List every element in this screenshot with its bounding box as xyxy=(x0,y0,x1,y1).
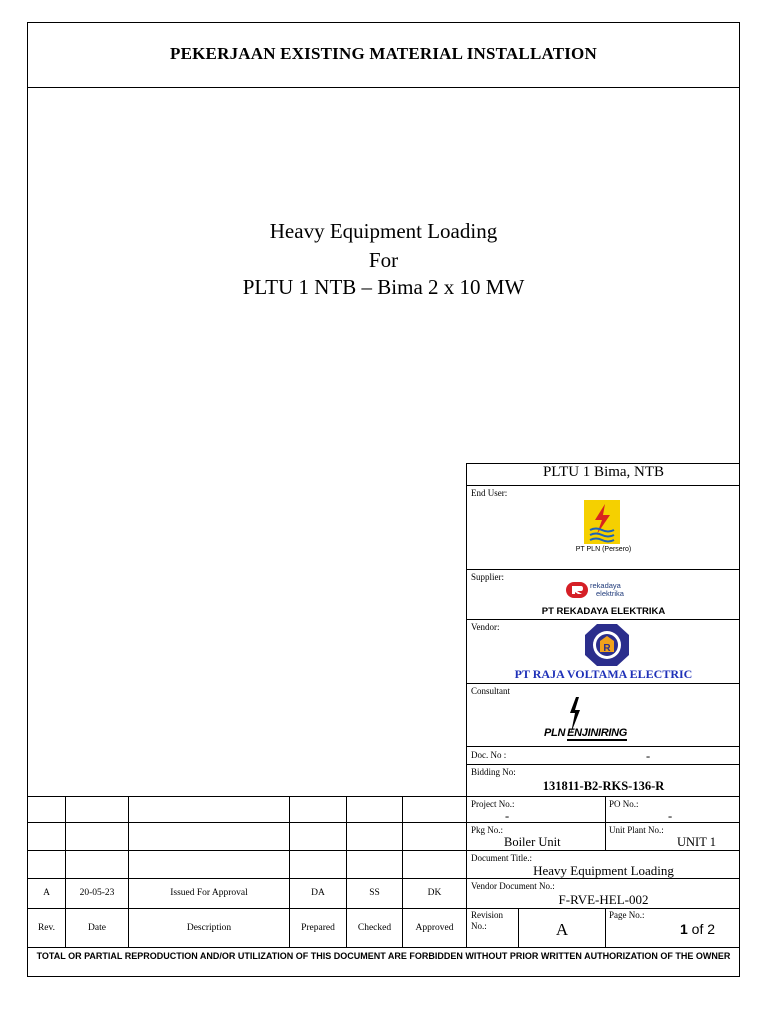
po-no-value: - xyxy=(668,809,673,823)
supplier-logo-line1: rekadaya xyxy=(590,581,621,590)
page-no-label: Page No.: xyxy=(609,910,645,920)
pkg-no-value: Boiler Unit xyxy=(504,835,561,849)
vendor-logo-letter: R xyxy=(603,643,611,654)
prepared-header: Prepared xyxy=(301,923,335,933)
row-divider xyxy=(466,569,740,570)
vendor-name: PT RAJA VOLTAMA ELECTRIC xyxy=(514,667,693,681)
row-divider xyxy=(466,683,740,684)
main-title-line3: PLTU 1 NTB – Bima 2 x 10 MW xyxy=(242,275,525,299)
col-divider xyxy=(605,908,606,947)
vendor-document-label: Vendor Document No.: xyxy=(471,881,555,891)
bidding-no-label: Bidding No: xyxy=(471,767,516,777)
footer-divider xyxy=(27,947,740,948)
date-header: Date xyxy=(88,923,106,933)
main-title-line2: For xyxy=(368,248,399,272)
rev-row-approved: DK xyxy=(427,888,442,898)
end-user-label: End User: xyxy=(471,488,508,498)
footer-notice: TOTAL OR PARTIAL REPRODUCTION AND/OR UTILIZATION OF THIS DOCUMENT ARE FORBIDDEN WITHOUT PRIOR WRITTEN AUTHORIZATION OF THE OWNER xyxy=(36,951,731,961)
col-divider xyxy=(605,796,606,850)
unit-plant-value: UNIT 1 xyxy=(677,835,717,849)
revision-value: A xyxy=(555,920,569,939)
po-no-label: PO No.: xyxy=(609,799,639,809)
consultant-logo-enjiniring: ENJINIRING xyxy=(567,727,628,739)
rev-row-description: Issued For Approval xyxy=(170,888,248,898)
project-no-value: - xyxy=(505,809,510,823)
document-title-value: Heavy Equipment Loading xyxy=(533,863,674,878)
main-title-line1: Heavy Equipment Loading xyxy=(269,219,498,243)
document-title-label: Document Title.: xyxy=(471,853,533,863)
row-divider xyxy=(27,796,740,797)
rev-header: Rev. xyxy=(37,923,56,933)
checked-header: Checked xyxy=(357,923,392,933)
header-divider xyxy=(27,87,740,88)
supplier-logo-line2: elektrika xyxy=(596,589,624,598)
row-divider xyxy=(27,850,740,851)
pln-logo-icon xyxy=(584,500,620,544)
revision-label-line1: Revision xyxy=(471,910,504,920)
row-divider xyxy=(466,878,740,879)
project-name: PLTU 1 Bima, NTB xyxy=(542,464,665,480)
row-divider xyxy=(27,908,740,909)
revision-label-line2: No.: xyxy=(471,921,487,931)
page-current: 1 xyxy=(680,921,688,937)
rekadaya-logo-icon xyxy=(566,582,588,598)
row-divider xyxy=(27,878,466,879)
supplier-name: PT REKADAYA ELEKTRIKA xyxy=(541,606,666,617)
page-of: of xyxy=(687,921,708,937)
revision-label xyxy=(471,910,503,932)
supplier-label: Supplier: xyxy=(471,572,504,582)
pkg-no-label: Pkg No.: xyxy=(471,825,504,835)
consultant-label: Consultant xyxy=(471,686,511,696)
rev-row-prepared: DA xyxy=(311,888,325,898)
row-divider xyxy=(466,619,740,620)
row-divider xyxy=(466,485,740,486)
header-title: PEKERJAAN EXISTING MATERIAL INSTALLATION xyxy=(170,44,597,63)
rev-row-checked: SS xyxy=(369,888,380,898)
unit-plant-label: Unit Plant No.: xyxy=(609,825,664,835)
bidding-no-value: 131811-B2-RKS-136-R xyxy=(542,779,665,793)
consultant-logo-text xyxy=(544,727,627,739)
row-divider xyxy=(466,764,740,765)
vendor-document-value: F-RVE-HEL-002 xyxy=(558,892,649,907)
supplier-logo-text xyxy=(590,582,624,598)
raja-voltama-logo-icon xyxy=(584,623,630,667)
end-user-name: PT PLN (Persero) xyxy=(575,546,632,553)
description-header: Description xyxy=(186,923,232,933)
vendor-label: Vendor: xyxy=(471,622,500,632)
row-divider xyxy=(27,822,740,823)
rev-row-rev: A xyxy=(43,888,50,898)
doc-no-value: - xyxy=(646,749,651,763)
rev-row-date: 20-05-23 xyxy=(79,888,115,898)
consultant-logo-pln: PLN xyxy=(544,727,566,739)
row-divider xyxy=(466,746,740,747)
page-total: 2 xyxy=(707,921,716,937)
project-no-label: Project No.: xyxy=(471,799,515,809)
doc-no-label: Doc. No : xyxy=(471,750,507,760)
page-number xyxy=(680,921,715,937)
approved-header: Approved xyxy=(415,923,454,933)
